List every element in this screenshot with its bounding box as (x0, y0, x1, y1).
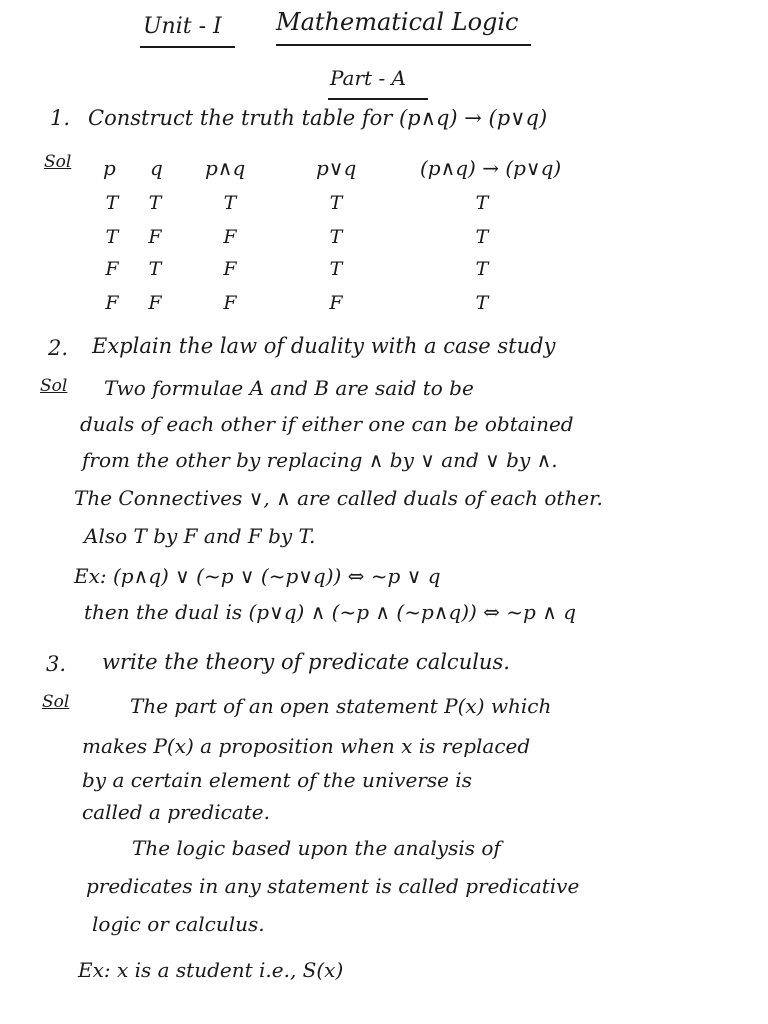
truth-table-cell: T (475, 258, 489, 280)
truth-table-cell: F (329, 292, 343, 314)
truth-table-cell: F (105, 258, 119, 280)
q1-text: Construct the truth table for (p∧q) → (p∨q) (88, 106, 548, 130)
q2-line: from the other by replacing ∧ by ∨ and ∨ by ∧. (82, 448, 558, 472)
q2-dual: then the dual is (p∨q) ∧ (~p ∧ (~p∧q)) ⇔ ~p ∧ q (84, 600, 577, 624)
unit-heading: Unit - I (143, 14, 222, 39)
page-title: Mathematical Logic (276, 8, 519, 36)
truth-table-cell: F (148, 292, 162, 314)
truth-table-cell: T (329, 258, 343, 280)
truth-table-cell: T (329, 192, 343, 214)
truth-table-cell: T (475, 292, 489, 314)
truth-table-header: p∨q (316, 156, 357, 180)
truth-table-cell: T (475, 192, 489, 214)
truth-table-cell: F (223, 258, 237, 280)
truth-table-cell: T (148, 258, 162, 280)
q2-line: duals of each other if either one can be obtained (80, 412, 574, 436)
q3-line: logic or calculus. (92, 912, 265, 936)
truth-table-cell: T (105, 226, 119, 248)
q3-line: The part of an open statement P(x) which (130, 694, 552, 718)
q2-line: Also T by F and F by T. (84, 524, 316, 548)
truth-table-header: p (103, 156, 116, 180)
q2-line: The Connectives ∨, ∧ are called duals of each other. (74, 486, 603, 510)
title-underline (276, 44, 531, 46)
truth-table-cell: F (105, 292, 119, 314)
q1-sol-label: Sol (44, 152, 72, 172)
q3-line: by a certain element of the universe is (82, 768, 472, 792)
truth-table-cell: T (105, 192, 119, 214)
q3-line: called a predicate. (82, 800, 270, 824)
q2-line: Two formulae A and B are said to be (104, 376, 474, 400)
truth-table-cell: T (223, 192, 237, 214)
part-heading: Part - A (330, 66, 406, 90)
q3-line: predicates in any statement is called predicative (86, 874, 580, 898)
truth-table-header: (p∧q) → (p∨q) (420, 156, 562, 180)
truth-table-header: p∧q (205, 156, 246, 180)
q3-line: The logic based upon the analysis of (132, 836, 501, 860)
q3-line: makes P(x) a proposition when x is replaced (82, 734, 531, 758)
q3-example: Ex: x is a student i.e., S(x) (78, 958, 344, 982)
unit-underline (140, 46, 235, 48)
truth-table-cell: F (148, 226, 162, 248)
q3-sol-label: Sol (42, 692, 70, 712)
q3-text: write the theory of predicate calculus. (102, 650, 510, 674)
truth-table-header: q (150, 156, 163, 180)
truth-table-cell: T (475, 226, 489, 248)
truth-table-cell: T (148, 192, 162, 214)
truth-table-cell: F (223, 226, 237, 248)
q3-number: 3. (46, 652, 67, 676)
q2-sol-label: Sol (40, 376, 68, 396)
q2-number: 2. (48, 336, 69, 360)
truth-table-cell: F (223, 292, 237, 314)
q2-text: Explain the law of duality with a case study (92, 334, 556, 358)
truth-table-cell: T (329, 226, 343, 248)
q1-number: 1. (50, 106, 71, 130)
q2-example: Ex: (p∧q) ∨ (~p ∨ (~p∨q)) ⇔ ~p ∨ q (74, 564, 441, 588)
part-underline (328, 98, 428, 100)
